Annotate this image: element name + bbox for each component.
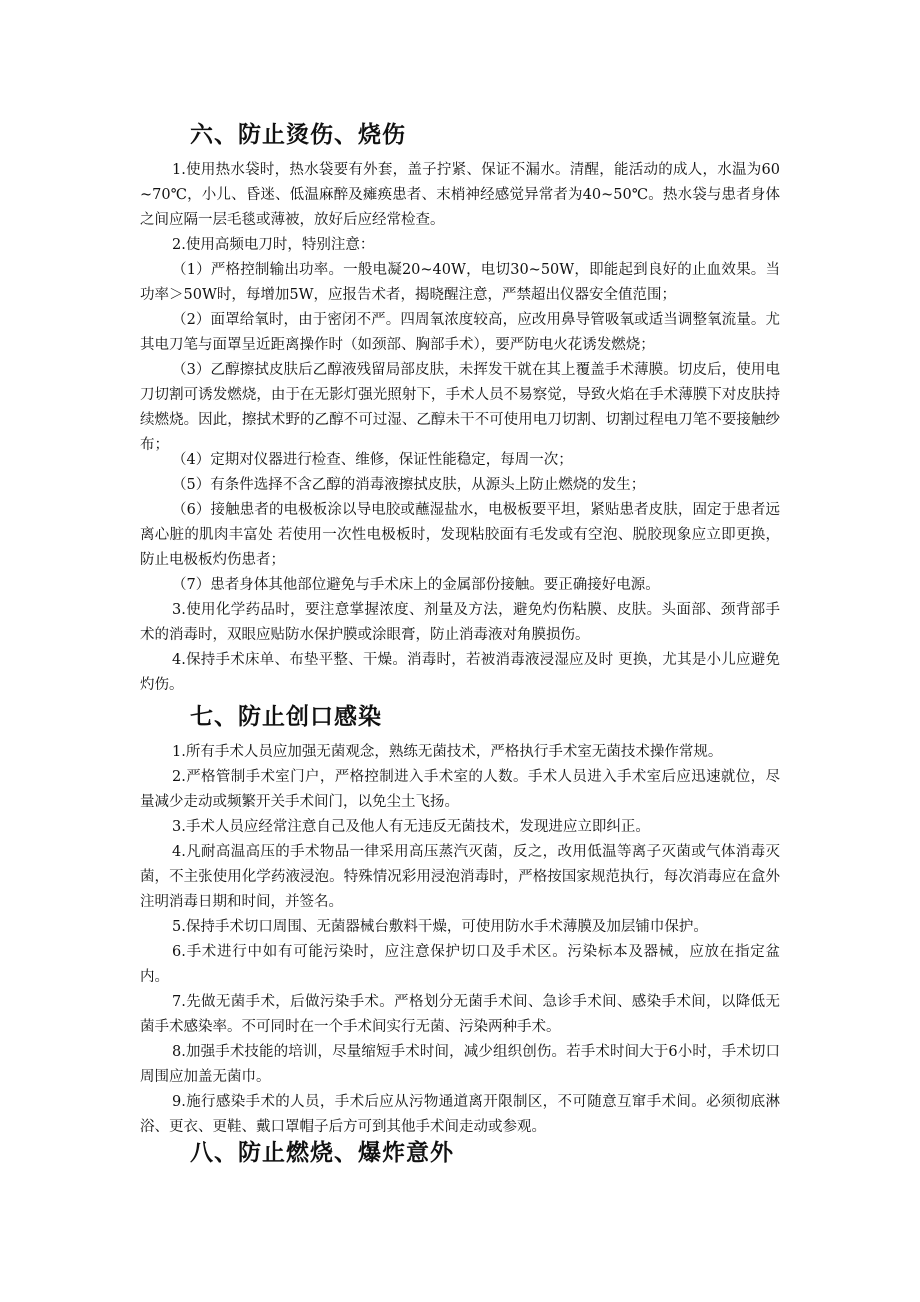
section-title-explosion: 八、防止燃烧、爆炸意外 xyxy=(190,1140,454,1166)
paragraph: 8.加强手术技能的培训，尽量缩短手术时间，减少组织创伤。若手术时间大于6小时，手术切口周围应加盖无菌巾。 xyxy=(140,1044,780,1085)
paragraph: （2）面罩给氧时，由于密闭不严。四周氧浓度较高，应改用鼻导管吸氧或适当调整氧流量。尤其电刀笔与面罩呈近距离操作时（如颈部、胸部手术），要严防电火花诱发燃烧； xyxy=(140,312,780,353)
paragraph: 2.使用高频电刀时，特别注意： xyxy=(172,237,375,253)
section-title-burns: 六、防止烫伤、烧伤 xyxy=(190,122,406,148)
paragraph: 3.手术人员应经常注意自己及他人有无违反无菌技术，发现进应立即纠正。 xyxy=(172,819,650,835)
paragraph: （5）有条件选择不含乙醇的消毒液擦拭皮肤，从源头上防止燃烧的发生； xyxy=(172,477,646,493)
paragraph: （1）严格控制输出功率。一般电凝20~40W，电切30~50W，即能起到良好的止血效果。当功率＞50W时，每增加5W，应报告术者，揭晓醒注意，严禁超出仪器安全值范围； xyxy=(140,262,780,303)
paragraph: 3.使用化学药品时，要注意掌握浓度、剂量及方法，避免灼伤粘膜、皮肤。头面部、颈背部手术的消毒时，双眼应贴防水保护膜或涂眼膏，防止消毒液对角膜损伤。 xyxy=(140,602,780,643)
paragraph: 4.保持手术床单、布垫平整、干燥。消毒时，若被消毒液浸湿应及时 更换，尤其是小儿应避免灼伤。 xyxy=(140,652,780,693)
paragraph: 4.凡耐高温高压的手术物品一律采用高压蒸汽灭菌，反之，改用低温等离子灭菌或气体消毒灭菌，不主张使用化学药液浸泡。特殊情况彩用浸泡消毒时，严格按国家规范执行，每次消毒应在盒外注明消毒日期和时间，并签名。 xyxy=(140,844,780,910)
paragraph: （7）患者身体其他部位避免与手术床上的金属部份接触。要正确接好电源。 xyxy=(172,577,660,593)
paragraph: 5.保持手术切口周围、无菌器械台敷料干燥，可使用防水手术薄膜及加层铺巾保护。 xyxy=(172,919,708,935)
paragraph: （6）接触患者的电极板涂以导电胶或蘸湿盐水，电极板要平坦，紧贴患者皮肤，固定于患者远离心脏的肌肉丰富处 若使用一次性电极板时，发现粘胶面有毛发或有空泡、脱胶现象应立即更换，防止电极板灼伤患者； xyxy=(140,502,780,568)
paragraph: 1.使用热水袋时，热水袋要有外套，盖子拧紧、保证不漏水。清醒，能活动的成人，水温为60~70℃，小儿、昏迷、低温麻醉及瘫痪患者、末梢神经感觉异常者为40~50℃。热水袋与患者身体之间应隔一层毛毯或薄被，放好后应经常检查。 xyxy=(140,162,780,228)
paragraph: 1.所有手术人员应加强无菌观念，熟练无菌技术，严格执行手术室无菌技术操作常规。 xyxy=(172,744,723,760)
paragraph: （4）定期对仪器进行检查、维修，保证性能稳定，每周一次； xyxy=(172,452,573,468)
paragraph: 2.严格管制手术室门户，严格控制进入手术室的人数。手术人员进入手术室后应迅速就位，尽量减少走动或频繁开关手术间门，以免尘土飞扬。 xyxy=(140,769,780,810)
paragraph: 9.施行感染手术的人员，手术后应从污物通道离开限制区，不可随意互窜手术间。必须彻底淋浴、更衣、更鞋、戴口罩帽子后方可到其他手术间走动或参观。 xyxy=(140,1094,780,1135)
paragraph: 6.手术进行中如有可能污染时，应注意保护切口及手术区。污染标本及器械，应放在指定盆内。 xyxy=(140,944,780,985)
section-title-infection: 七、防止创口感染 xyxy=(190,704,382,730)
paragraph: 7.先做无菌手术，后做污染手术。严格划分无菌手术间、急诊手术间、感染手术间，以降低无菌手术感染率。不可同时在一个手术间实行无菌、污染两种手术。 xyxy=(140,994,780,1035)
paragraph: （3）乙醇擦拭皮肤后乙醇液残留局部皮肤，未挥发干就在其上覆盖手术薄膜。切皮后，使用电刀切割可诱发燃烧，由于在无影灯强光照射下，手术人员不易察觉，导致火焰在手术薄膜下对皮肤持续燃烧。因此，擦拭术野的乙醇不可过湿、乙醇未干不可使用电刀切割、切割过程电刀笔不要接触纱布； xyxy=(140,362,780,453)
